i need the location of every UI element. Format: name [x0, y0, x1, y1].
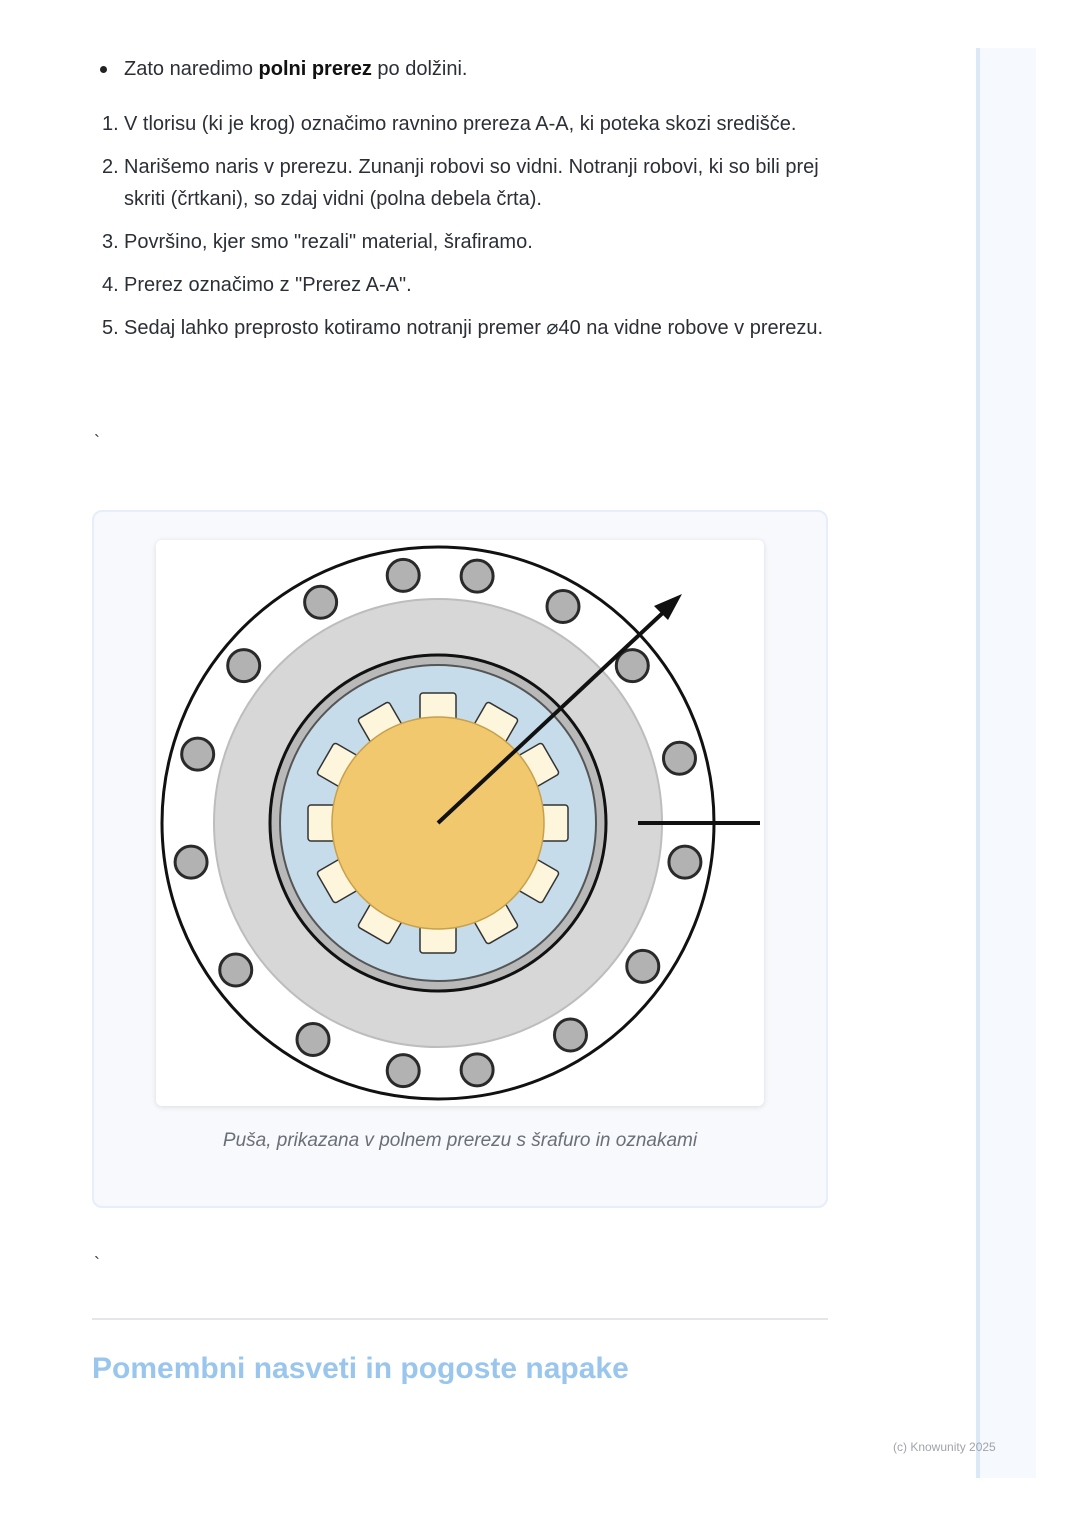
tick-mark: `	[94, 432, 100, 452]
step-number: 3.	[102, 231, 119, 253]
bolt-hole	[461, 1054, 493, 1086]
step-text: V tlorisu (ki je krog) označimo ravnino prereza A-A, ki poteka skozi središče.	[124, 113, 797, 135]
bolt-hole	[663, 742, 695, 774]
steps-list	[92, 108, 832, 355]
bolt-hole	[547, 590, 579, 622]
bolt-hole	[220, 954, 252, 986]
tick-mark: `	[94, 1254, 100, 1274]
step-number: 5.	[102, 317, 119, 339]
copyright-footer: (c) Knowunity 2025	[893, 1440, 996, 1454]
list-item	[92, 108, 832, 140]
step-text: Sedaj lahko preprosto kotiramo notranji premer ⌀40 na vidne robove v prerezu.	[124, 317, 824, 339]
divider	[92, 1318, 828, 1320]
step-number: 4.	[102, 274, 119, 296]
list-item	[92, 312, 832, 344]
bolt-hole	[175, 846, 207, 878]
intro-text: Zato naredimo polni prerez po dolžini.	[124, 58, 468, 80]
figure-caption: Puša, prikazana v polnem prerezu s šrafuro in oznakami	[222, 1130, 698, 1151]
bolt-hole	[554, 1019, 586, 1051]
bolt-hole	[297, 1024, 329, 1056]
step-text: Narišemo naris v prerezu. Zunanji robovi so vidni. Notranji robovi, ki so bili prej skriti (črtkani), so zdaj vidni (polna debela črta).	[124, 156, 819, 210]
step-text: Prerez označimo z "Prerez A-A".	[124, 274, 412, 296]
bushing-drawing	[156, 540, 764, 1106]
step-number: 1.	[102, 113, 119, 135]
intro-bold: polni prerez	[258, 58, 372, 80]
bolt-hole	[305, 586, 337, 618]
figure-frame	[156, 540, 764, 1106]
figure-card	[92, 510, 828, 1208]
list-item	[92, 151, 832, 215]
bolt-hole	[228, 650, 260, 682]
bolt-hole	[387, 559, 419, 591]
bolt-hole	[669, 846, 701, 878]
bolt-hole	[182, 738, 214, 770]
side-rail	[976, 48, 1036, 1478]
list-item	[92, 226, 832, 258]
bolt-hole	[461, 560, 493, 592]
bullet-dot	[100, 66, 107, 73]
section-heading: Pomembni nasveti in pogoste napake	[92, 1352, 629, 1385]
list-item	[92, 269, 832, 301]
step-number: 2.	[102, 156, 119, 178]
intro-bullet	[92, 54, 468, 84]
bolt-hole	[627, 950, 659, 982]
bolt-hole	[387, 1055, 419, 1087]
step-text: Površino, kjer smo "rezali" material, šrafiramo.	[124, 231, 533, 253]
